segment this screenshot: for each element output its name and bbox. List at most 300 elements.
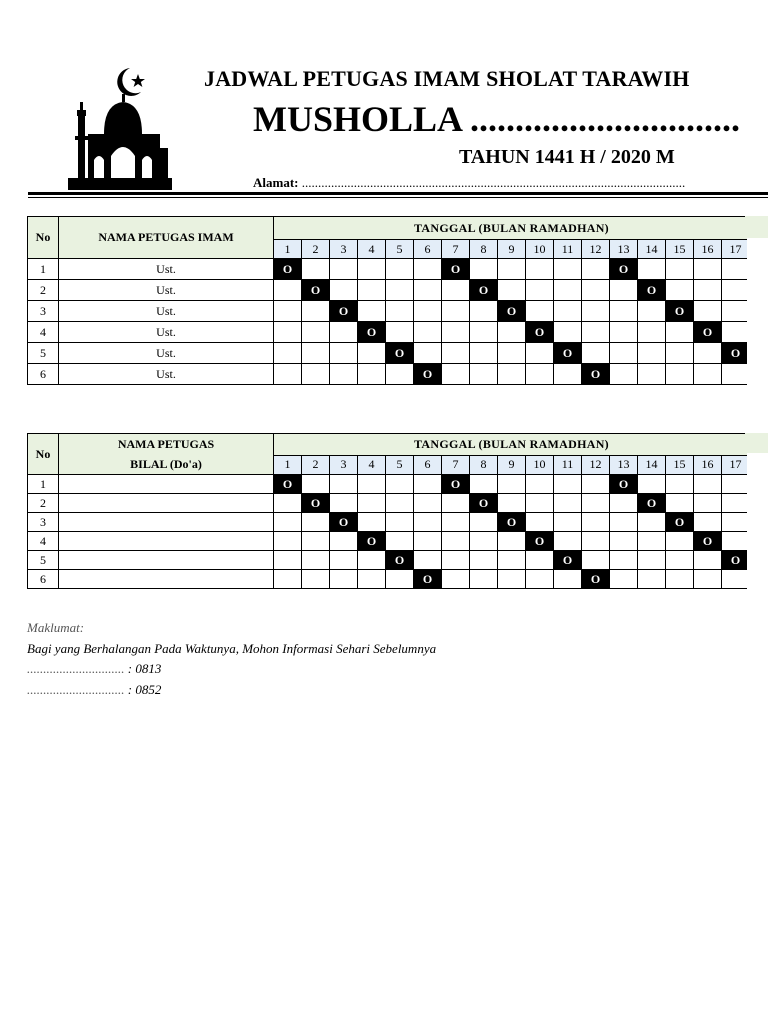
- duty-mark: O: [498, 301, 526, 322]
- schedule-cell: [694, 475, 722, 494]
- day-number: 13: [610, 455, 638, 474]
- schedule-cell: [638, 570, 666, 589]
- duty-mark: O: [414, 364, 442, 385]
- schedule-cell: [358, 513, 386, 532]
- day-number: 3: [330, 455, 358, 474]
- schedule-cell: [470, 343, 498, 364]
- schedule-cell: [638, 343, 666, 364]
- notes-line: Bagi yang Berhalangan Pada Waktunya, Mohon Informasi Sehari Sebelumnya: [27, 640, 437, 656]
- duty-mark: O: [722, 551, 750, 570]
- schedule-cell: [554, 364, 582, 385]
- schedule-cell: [330, 280, 358, 301]
- schedule-cell: [274, 280, 302, 301]
- schedule-cell: [666, 280, 694, 301]
- schedule-cell: [582, 343, 610, 364]
- imam-schedule-table: [27, 216, 750, 385]
- year-label: TAHUN 1441 H / 2020 M: [459, 146, 675, 168]
- table-row: [28, 551, 750, 570]
- schedule-cell: [358, 475, 386, 494]
- table-row: [28, 494, 750, 513]
- petugas-name-cell[interactable]: Ust.: [59, 343, 274, 364]
- day-number: 15: [666, 240, 694, 259]
- schedule-cell: [442, 280, 470, 301]
- petugas-name-cell[interactable]: Ust.: [59, 280, 274, 301]
- schedule-cell: [694, 343, 722, 364]
- day-number: 2: [302, 455, 330, 474]
- duty-mark: O: [358, 532, 386, 551]
- schedule-cell: [610, 494, 638, 513]
- schedule-cell: [358, 280, 386, 301]
- schedule-cell: [386, 570, 414, 589]
- date-header: TANGGAL (BULAN RAMADHAN): [274, 434, 750, 456]
- row-number: 3: [28, 513, 59, 532]
- day-number: 17: [722, 455, 750, 474]
- duty-mark: O: [666, 301, 694, 322]
- schedule-cell: [358, 343, 386, 364]
- schedule-cell: [610, 551, 638, 570]
- day-number: 9: [498, 240, 526, 259]
- schedule-cell: [302, 475, 330, 494]
- schedule-cell: [582, 322, 610, 343]
- duty-mark: O: [442, 259, 470, 280]
- schedule-cell: [526, 343, 554, 364]
- row-number: 2: [28, 494, 59, 513]
- schedule-cell: [694, 259, 722, 280]
- duty-mark: O: [386, 551, 414, 570]
- schedule-cell: [526, 259, 554, 280]
- schedule-cell: [414, 475, 442, 494]
- date-header: TANGGAL (BULAN RAMADHAN): [274, 217, 750, 240]
- schedule-cell: [414, 259, 442, 280]
- duty-mark: O: [610, 475, 638, 494]
- petugas-name-cell[interactable]: Ust.: [59, 364, 274, 385]
- row-number: 5: [28, 343, 59, 364]
- contact-name: ..............................: [27, 681, 125, 697]
- schedule-cell: [330, 343, 358, 364]
- col-name-line1: NAMA PETUGAS: [117, 437, 215, 451]
- duty-mark: O: [582, 364, 610, 385]
- day-number: 6: [414, 240, 442, 259]
- schedule-cell: [610, 513, 638, 532]
- schedule-cell: [582, 301, 610, 322]
- row-number: 6: [28, 570, 59, 589]
- header-rule: [28, 192, 768, 195]
- mosque-logo-icon: [66, 64, 174, 192]
- duty-mark: O: [526, 532, 554, 551]
- schedule-cell: [302, 322, 330, 343]
- schedule-cell: [414, 301, 442, 322]
- day-number: 9: [498, 455, 526, 474]
- schedule-cell: [330, 551, 358, 570]
- schedule-cell: [358, 259, 386, 280]
- schedule-cell: [330, 322, 358, 343]
- day-number: 12: [582, 240, 610, 259]
- day-number: 11: [554, 455, 582, 474]
- row-number: 1: [28, 475, 59, 494]
- schedule-cell: [330, 475, 358, 494]
- duty-mark: O: [526, 322, 554, 343]
- col-no-header: No: [28, 434, 59, 475]
- schedule-cell: [526, 570, 554, 589]
- schedule-cell: [722, 364, 750, 385]
- schedule-cell: [274, 301, 302, 322]
- schedule-cell: [638, 322, 666, 343]
- table-row: [28, 364, 750, 385]
- schedule-cell: [470, 532, 498, 551]
- schedule-cell: [498, 280, 526, 301]
- schedule-cell: [722, 494, 750, 513]
- schedule-cell: [554, 513, 582, 532]
- row-number: 6: [28, 364, 59, 385]
- schedule-cell: [358, 494, 386, 513]
- day-number: 8: [470, 455, 498, 474]
- schedule-cell: [638, 532, 666, 551]
- schedule-cell: [470, 322, 498, 343]
- day-number: 12: [582, 455, 610, 474]
- duty-mark: O: [330, 513, 358, 532]
- schedule-cell: [610, 532, 638, 551]
- petugas-name-cell[interactable]: Ust.: [59, 301, 274, 322]
- schedule-cell: [638, 364, 666, 385]
- schedule-cell: [274, 570, 302, 589]
- day-number: 4: [358, 240, 386, 259]
- schedule-cell: [302, 343, 330, 364]
- schedule-cell: [470, 301, 498, 322]
- schedule-cell: [554, 301, 582, 322]
- sheet-edge: [745, 433, 768, 453]
- duty-mark: O: [442, 475, 470, 494]
- schedule-cell: [470, 551, 498, 570]
- table-row: [28, 475, 750, 494]
- day-number: 14: [638, 455, 666, 474]
- petugas-name-cell[interactable]: [59, 494, 274, 513]
- notes-heading: Maklumat:: [27, 620, 85, 635]
- contact-line: [27, 659, 436, 680]
- schedule-cell: [386, 475, 414, 494]
- schedule-cell: [722, 475, 750, 494]
- schedule-cell: [526, 513, 554, 532]
- schedule-cell: [526, 475, 554, 494]
- schedule-cell: [442, 494, 470, 513]
- schedule-cell: [330, 494, 358, 513]
- schedule-cell: [638, 551, 666, 570]
- petugas-name-cell[interactable]: Ust.: [59, 259, 274, 280]
- schedule-cell: [554, 259, 582, 280]
- duty-mark: O: [470, 280, 498, 301]
- schedule-cell: [386, 280, 414, 301]
- schedule-cell: [610, 280, 638, 301]
- schedule-cell: [554, 322, 582, 343]
- schedule-cell: [722, 513, 750, 532]
- schedule-cell: [722, 259, 750, 280]
- schedule-cell: [414, 551, 442, 570]
- schedule-cell: [582, 259, 610, 280]
- petugas-name-cell[interactable]: Ust.: [59, 322, 274, 343]
- duty-mark: O: [302, 280, 330, 301]
- notes-section: [27, 618, 436, 700]
- duty-mark: O: [330, 301, 358, 322]
- duty-mark: O: [274, 259, 302, 280]
- schedule-cell: [610, 322, 638, 343]
- schedule-cell: [442, 322, 470, 343]
- petugas-name-cell[interactable]: [59, 475, 274, 494]
- day-number: 5: [386, 455, 414, 474]
- schedule-cell: [498, 322, 526, 343]
- schedule-cell: [386, 532, 414, 551]
- sheet-edge: [747, 238, 768, 398]
- petugas-name-cell[interactable]: [59, 532, 274, 551]
- schedule-cell: [498, 551, 526, 570]
- schedule-cell: [442, 570, 470, 589]
- schedule-cell: [666, 322, 694, 343]
- day-number: 4: [358, 455, 386, 474]
- table-row: [28, 513, 750, 532]
- schedule-cell: [694, 494, 722, 513]
- schedule-cell: [666, 259, 694, 280]
- schedule-cell: [526, 280, 554, 301]
- schedule-cell: [274, 513, 302, 532]
- schedule-cell: [302, 301, 330, 322]
- duty-mark: O: [358, 322, 386, 343]
- schedule-cell: [638, 259, 666, 280]
- schedule-cell: [358, 570, 386, 589]
- schedule-cell: [666, 570, 694, 589]
- schedule-cell: [526, 301, 554, 322]
- day-number: 8: [470, 240, 498, 259]
- schedule-cell: [414, 343, 442, 364]
- row-number: 1: [28, 259, 59, 280]
- schedule-cell: [582, 475, 610, 494]
- schedule-cell: [498, 532, 526, 551]
- day-number: 2: [302, 240, 330, 259]
- schedule-cell: [302, 259, 330, 280]
- schedule-cell: [638, 513, 666, 532]
- schedule-cell: [554, 532, 582, 551]
- schedule-cell: [274, 551, 302, 570]
- schedule-cell: [330, 364, 358, 385]
- row-number: 5: [28, 551, 59, 570]
- schedule-cell: [722, 301, 750, 322]
- duty-mark: O: [470, 494, 498, 513]
- schedule-cell: [498, 475, 526, 494]
- duty-mark: O: [302, 494, 330, 513]
- schedule-cell: [414, 280, 442, 301]
- duty-mark: O: [610, 259, 638, 280]
- schedule-cell: [442, 343, 470, 364]
- schedule-cell: [666, 551, 694, 570]
- schedule-cell: [330, 532, 358, 551]
- schedule-cell: [498, 364, 526, 385]
- contact-name: ..............................: [27, 661, 125, 676]
- table-row: [28, 570, 750, 589]
- duty-mark: O: [722, 343, 750, 364]
- duty-mark: O: [414, 570, 442, 589]
- schedule-cell: [274, 494, 302, 513]
- day-number: 14: [638, 240, 666, 259]
- table-row: [28, 343, 750, 364]
- day-number: 3: [330, 240, 358, 259]
- schedule-cell: [666, 343, 694, 364]
- schedule-cell: [442, 301, 470, 322]
- duty-mark: O: [638, 280, 666, 301]
- duty-mark: O: [554, 551, 582, 570]
- duty-mark: O: [666, 513, 694, 532]
- table-row: [28, 322, 750, 343]
- contact-line: [27, 680, 436, 701]
- schedule-cell: [414, 513, 442, 532]
- schedule-cell: [470, 475, 498, 494]
- table-row: [28, 259, 750, 280]
- schedule-cell: [694, 570, 722, 589]
- schedule-cell: [498, 570, 526, 589]
- contact-phone: : 0852: [127, 681, 162, 697]
- schedule-cell: [386, 364, 414, 385]
- schedule-cell: [386, 259, 414, 280]
- address-value: ......................................................................................................................: [301, 175, 686, 190]
- petugas-name-cell[interactable]: [59, 513, 274, 532]
- day-number: 7: [442, 455, 470, 474]
- schedule-cell: [302, 532, 330, 551]
- table-row: [28, 280, 750, 301]
- sheet-edge: [747, 453, 768, 603]
- schedule-cell: [554, 570, 582, 589]
- day-number: 7: [442, 240, 470, 259]
- schedule-cell: [442, 364, 470, 385]
- petugas-name-cell[interactable]: [59, 551, 274, 570]
- schedule-cell: [610, 301, 638, 322]
- schedule-cell: [554, 494, 582, 513]
- duty-mark: O: [498, 513, 526, 532]
- schedule-cell: [694, 301, 722, 322]
- schedule-cell: [302, 551, 330, 570]
- sheet-edge: [745, 216, 768, 238]
- day-number: 16: [694, 240, 722, 259]
- duty-mark: O: [694, 322, 722, 343]
- contact-phone: : 0813: [127, 661, 162, 676]
- header-rule-thin: [28, 197, 768, 198]
- petugas-name-cell[interactable]: [59, 570, 274, 589]
- schedule-cell: [498, 343, 526, 364]
- row-number: 4: [28, 532, 59, 551]
- schedule-cell: [582, 280, 610, 301]
- schedule-cell: [386, 301, 414, 322]
- schedule-cell: [274, 322, 302, 343]
- schedule-cell: [302, 570, 330, 589]
- schedule-cell: [358, 301, 386, 322]
- row-number: 4: [28, 322, 59, 343]
- schedule-cell: [722, 280, 750, 301]
- schedule-cell: [414, 494, 442, 513]
- schedule-cell: [582, 532, 610, 551]
- schedule-cell: [442, 513, 470, 532]
- schedule-cell: [358, 551, 386, 570]
- schedule-cell: [470, 570, 498, 589]
- schedule-cell: [302, 513, 330, 532]
- day-number: 16: [694, 455, 722, 474]
- schedule-cell: [302, 364, 330, 385]
- schedule-cell: [666, 494, 694, 513]
- schedule-cell: [414, 322, 442, 343]
- schedule-cell: [694, 364, 722, 385]
- col-name-header: NAMA PETUGAS IMAM: [59, 217, 274, 259]
- schedule-cell: [470, 259, 498, 280]
- schedule-cell: [414, 532, 442, 551]
- day-number: 1: [274, 455, 302, 474]
- col-no-header: No: [28, 217, 59, 259]
- schedule-cell: [722, 532, 750, 551]
- page-title: JADWAL PETUGAS IMAM SHOLAT TARAWIH: [204, 66, 690, 91]
- mosque-name: MUSHOLLA ..............................: [253, 99, 741, 139]
- schedule-cell: [470, 364, 498, 385]
- duty-mark: O: [274, 475, 302, 494]
- schedule-cell: [666, 364, 694, 385]
- day-number: 6: [414, 455, 442, 474]
- schedule-cell: [386, 322, 414, 343]
- address-line: [253, 175, 685, 191]
- day-number: 17: [722, 240, 750, 259]
- schedule-cell: [274, 532, 302, 551]
- schedule-cell: [694, 280, 722, 301]
- schedule-cell: [526, 494, 554, 513]
- schedule-cell: [526, 364, 554, 385]
- col-name-header: [59, 434, 274, 475]
- day-number: 10: [526, 240, 554, 259]
- schedule-cell: [694, 551, 722, 570]
- schedule-cell: [610, 364, 638, 385]
- schedule-cell: [442, 532, 470, 551]
- schedule-cell: [386, 494, 414, 513]
- schedule-cell: [582, 513, 610, 532]
- schedule-cell: [554, 280, 582, 301]
- schedule-cell: [638, 475, 666, 494]
- day-number: 1: [274, 240, 302, 259]
- duty-mark: O: [638, 494, 666, 513]
- schedule-cell: [722, 570, 750, 589]
- schedule-cell: [526, 551, 554, 570]
- duty-mark: O: [694, 532, 722, 551]
- schedule-cell: [610, 343, 638, 364]
- schedule-cell: [358, 364, 386, 385]
- schedule-cell: [498, 494, 526, 513]
- bilal-schedule-table: [27, 433, 750, 589]
- day-number: 10: [526, 455, 554, 474]
- address-label: Alamat:: [253, 175, 299, 190]
- row-number: 2: [28, 280, 59, 301]
- row-number: 3: [28, 301, 59, 322]
- schedule-cell: [610, 570, 638, 589]
- schedule-cell: [330, 259, 358, 280]
- schedule-cell: [274, 343, 302, 364]
- day-number: 15: [666, 455, 694, 474]
- schedule-cell: [666, 532, 694, 551]
- day-number: 13: [610, 240, 638, 259]
- col-name-line2: BILAL (Do'a): [130, 457, 202, 471]
- schedule-cell: [582, 494, 610, 513]
- schedule-cell: [330, 570, 358, 589]
- duty-mark: O: [582, 570, 610, 589]
- schedule-cell: [470, 513, 498, 532]
- duty-mark: O: [386, 343, 414, 364]
- schedule-cell: [582, 551, 610, 570]
- schedule-cell: [666, 475, 694, 494]
- table-row: [28, 301, 750, 322]
- day-number: 11: [554, 240, 582, 259]
- schedule-cell: [694, 513, 722, 532]
- table-row: [28, 532, 750, 551]
- schedule-cell: [638, 301, 666, 322]
- duty-mark: O: [554, 343, 582, 364]
- schedule-cell: [274, 364, 302, 385]
